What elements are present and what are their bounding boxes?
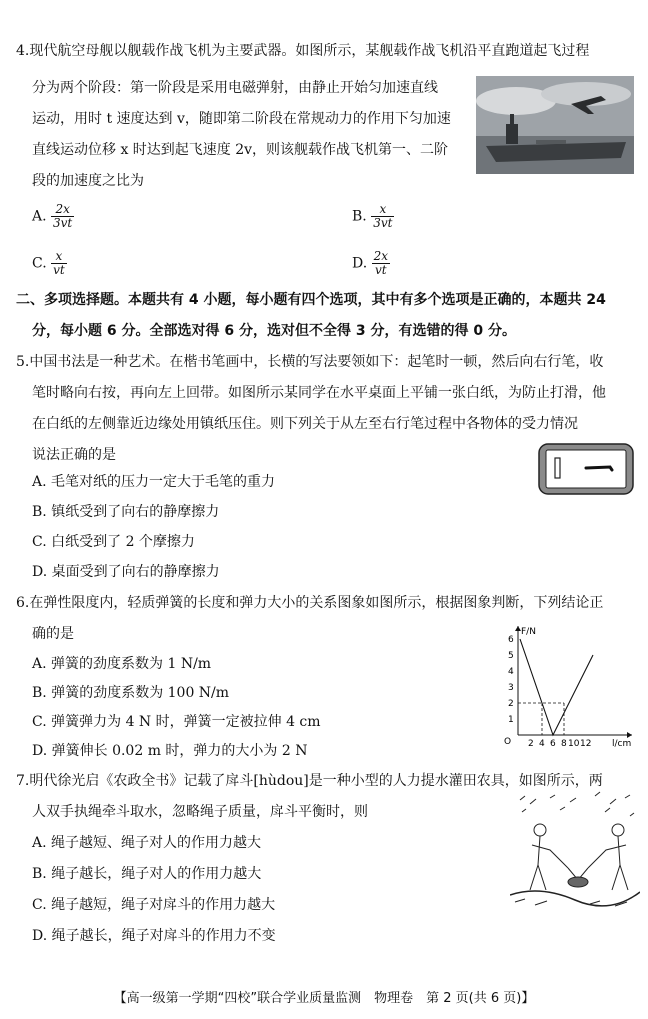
graph-ytick-5: 5 bbox=[508, 651, 514, 661]
graph-xlabel: l/cm bbox=[612, 739, 632, 749]
graph-ytick-6: 6 bbox=[508, 635, 514, 645]
graph-ytick-2: 2 bbox=[508, 699, 514, 709]
calligraphy-paper-figure bbox=[538, 443, 634, 495]
q5-option-d[interactable]: D. 桌面受到了向右的静摩擦力 bbox=[32, 564, 220, 580]
q4-line-4: 直线运动位移 x 时达到起飞速度 2v，则该舰载作战飞机第一、二阶 bbox=[32, 142, 449, 158]
q6-line-2: 确的是 bbox=[32, 626, 74, 642]
q4-option-b[interactable] bbox=[352, 203, 394, 230]
q5-line-4: 说法正确的是 bbox=[32, 447, 116, 463]
section2-heading-line-2: 分，每小题 6 分。全部选对得 6 分，选对但不全得 3 分，有选错的得 0 分。 bbox=[32, 323, 516, 339]
q4-option-d[interactable] bbox=[352, 250, 390, 277]
q4-option-a-label: A. bbox=[32, 208, 47, 225]
q7-option-a[interactable]: A. 绳子越短、绳子对人的作用力越大 bbox=[32, 835, 262, 851]
q7-line-1: 7.明代徐光启《农政全书》记载了戽斗[hùdou]是一种小型的人力提水灌田农具，如图所示，两 bbox=[16, 773, 603, 789]
q4-option-c-numerator: x bbox=[51, 250, 67, 264]
graph-ytick-4: 4 bbox=[508, 667, 514, 677]
q5-line-3: 在白纸的左侧靠近边缘处用镇纸压住。则下列关于从左至右行笔过程中各物体的受力情况 bbox=[32, 416, 578, 432]
q6-option-a[interactable]: A. 弹簧的劲度系数为 1 N/m bbox=[32, 656, 212, 672]
q7-option-d[interactable]: D. 绳子越长，绳子对戽斗的作用力不变 bbox=[32, 928, 276, 944]
q6-option-b[interactable]: B. 弹簧的劲度系数为 100 N/m bbox=[32, 685, 230, 701]
q4-option-a-denominator: 3vt bbox=[53, 216, 73, 230]
graph-xtick-6: 6 bbox=[550, 739, 556, 749]
graph-xtick-4: 4 bbox=[539, 739, 545, 749]
aircraft-carrier-photo bbox=[476, 76, 634, 174]
q4-line-2: 分为两个阶段：第一阶段是采用电磁弹射，由静止开始匀加速直线 bbox=[32, 80, 438, 96]
graph-origin: O bbox=[504, 737, 512, 747]
q4-option-a-fraction bbox=[51, 203, 74, 230]
q4-line-1: 4.现代航空母舰以舰载作战飞机为主要武器。如图所示，某舰载作战飞机沿平直跑道起飞过程 bbox=[16, 43, 590, 59]
q5-option-a[interactable]: A. 毛笔对纸的压力一定大于毛笔的重力 bbox=[32, 474, 276, 490]
q4-option-d-fraction bbox=[372, 250, 390, 277]
q4-option-c-denominator: vt bbox=[53, 263, 65, 277]
q7-option-c[interactable]: C. 绳子越短，绳子对戽斗的作用力越大 bbox=[32, 897, 276, 913]
q4-option-b-fraction bbox=[371, 203, 394, 230]
q4-option-a-numerator: 2x bbox=[51, 203, 74, 217]
graph-xtick-10: 10 bbox=[568, 739, 580, 749]
q4-option-b-label: B. bbox=[352, 208, 367, 225]
q6-option-d[interactable]: D. 弹簧伸长 0.02 m 时，弹力的大小为 2 N bbox=[32, 743, 308, 759]
q4-line-3: 运动，用时 t 速度达到 v，随即第二阶段在常规动力的作用下匀加速 bbox=[32, 111, 451, 127]
page-footer: 【高一级第一学期“四校”联合学业质量监测 物理卷 第 2 页(共 6 页)】 bbox=[113, 991, 535, 1006]
q5-line-1: 5.中国书法是一种艺术。在楷书笔画中，长横的写法要领如下：起笔时一顿，然后向右行笔，收 bbox=[16, 354, 604, 370]
q4-option-c[interactable] bbox=[32, 250, 67, 277]
q4-option-c-label: C. bbox=[32, 255, 47, 272]
graph-xtick-2: 2 bbox=[528, 739, 534, 749]
q7-line-2: 人双手执绳牵斗取水，忽略绳子质量，戽斗平衡时，则 bbox=[32, 804, 368, 820]
graph-ylabel: F/N bbox=[521, 627, 536, 637]
spring-force-length-graph bbox=[500, 622, 640, 752]
graph-xtick-8: 8 bbox=[561, 739, 567, 749]
graph-xtick-12: 12 bbox=[580, 739, 592, 749]
q4-option-b-denominator: 3vt bbox=[373, 216, 393, 230]
q4-option-d-numerator: 2x bbox=[373, 249, 389, 263]
graph-ytick-1: 1 bbox=[508, 715, 514, 725]
q4-option-d-label: D. bbox=[352, 255, 368, 272]
q4-option-d-denominator: vt bbox=[375, 263, 387, 277]
q6-option-c[interactable]: C. 弹簧弹力为 4 N 时，弹簧一定被拉伸 4 cm bbox=[32, 714, 321, 730]
q6-line-1: 6.在弹性限度内，轻质弹簧的长度和弹力大小的关系图象如图所示，根据图象判断，下列结论正 bbox=[16, 595, 604, 611]
q7-option-b[interactable]: B. 绳子越长，绳子对人的作用力越大 bbox=[32, 866, 262, 882]
q5-line-2: 笔时略向右按，再向左上回带。如图所示某同学在水平桌面上平铺一张白纸，为防止打滑，他 bbox=[32, 385, 606, 401]
bucket-irrigation-illustration bbox=[510, 790, 640, 910]
q4-option-c-fraction bbox=[51, 250, 67, 277]
q5-option-b[interactable]: B. 镇纸受到了向右的静摩擦力 bbox=[32, 504, 220, 520]
q4-option-a[interactable] bbox=[32, 203, 74, 230]
section2-heading-line-1: 二、多项选择题。本题共有 4 小题，每小题有四个选项，其中有多个选项是正确的，本题共 24 bbox=[16, 292, 606, 308]
q5-option-c[interactable]: C. 白纸受到了 2 个摩擦力 bbox=[32, 534, 195, 550]
q4-line-5: 段的加速度之比为 bbox=[32, 173, 144, 189]
q4-option-b-numerator: x bbox=[371, 203, 394, 217]
graph-ytick-3: 3 bbox=[508, 683, 514, 693]
